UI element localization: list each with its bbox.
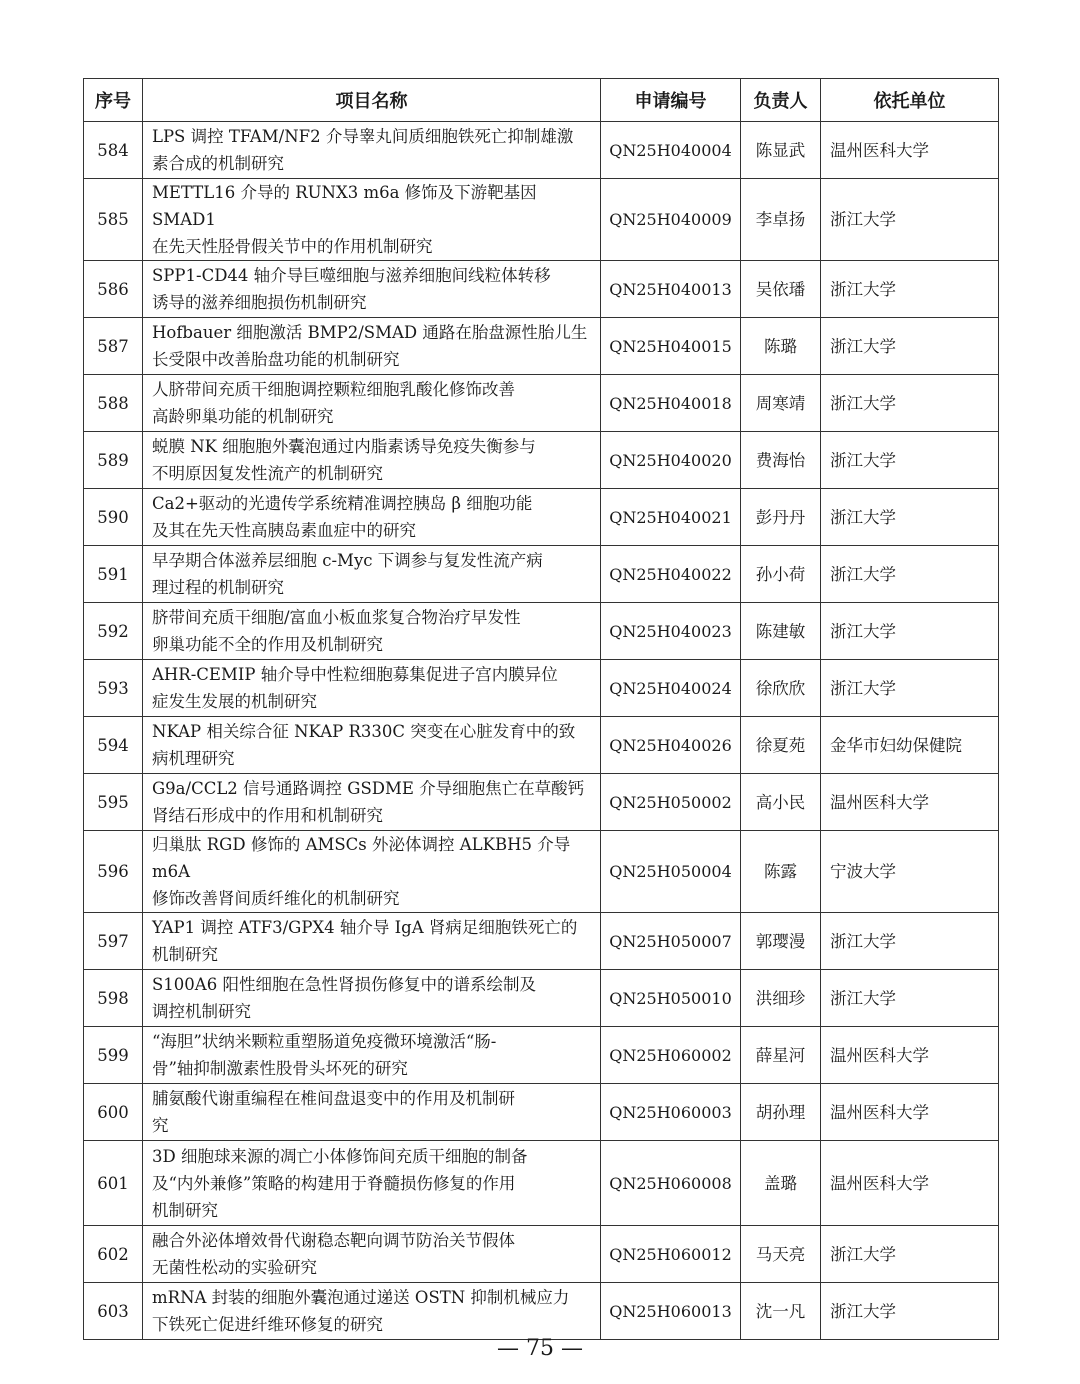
project-name-line: 及“内外兼修”策略的构建用于脊髓损伤修复的作用 xyxy=(152,1173,516,1193)
project-name-line: “海胆”状纳米颗粒重塑肠道免疫微环境激活“肠- xyxy=(152,1032,497,1051)
cell-project-name xyxy=(143,970,601,1027)
cell-seq: 587 xyxy=(84,318,143,375)
table-row xyxy=(84,1226,999,1283)
table-row xyxy=(84,1027,999,1084)
cell-unit: 浙江大学 xyxy=(821,432,999,489)
cell-application-code: QN25H050007 xyxy=(601,913,741,970)
cell-application-code: QN25H040009 xyxy=(601,179,741,261)
cell-lead: 马天亮 xyxy=(741,1226,821,1283)
cell-unit: 浙江大学 xyxy=(821,375,999,432)
cell-unit: 温州医科大学 xyxy=(821,774,999,831)
cell-application-code: QN25H060008 xyxy=(601,1141,741,1226)
cell-unit: 浙江大学 xyxy=(821,1283,999,1340)
header-row xyxy=(84,79,999,122)
cell-application-code: QN25H060013 xyxy=(601,1283,741,1340)
project-name-line: 素合成的机制研究 xyxy=(152,154,284,173)
project-name-line: mRNA 封装的细胞外囊泡通过递送 OSTN 抑制机械应力 xyxy=(152,1288,570,1307)
project-name-line: 人脐带间充质干细胞调控颗粒细胞乳酸化修饰改善 xyxy=(152,380,515,399)
project-name-line: 长受限中改善胎盘功能的机制研究 xyxy=(152,350,400,369)
cell-unit: 浙江大学 xyxy=(821,660,999,717)
cell-seq: 602 xyxy=(84,1226,143,1283)
project-name-line: G9a/CCL2 信号通路调控 GSDME 介导细胞焦亡在草酸钙 xyxy=(152,779,585,798)
cell-seq: 589 xyxy=(84,432,143,489)
cell-project-name xyxy=(143,261,601,318)
cell-unit: 金华市妇幼保健院 xyxy=(821,717,999,774)
cell-unit: 浙江大学 xyxy=(821,970,999,1027)
table-row xyxy=(84,318,999,375)
project-name-line: 病机理研究 xyxy=(152,749,235,768)
project-name-line: 早孕期合体滋养层细胞 c-Myc 下调参与复发性流产病 xyxy=(152,551,543,570)
cell-seq: 597 xyxy=(84,913,143,970)
table-row xyxy=(84,1141,999,1226)
cell-project-name xyxy=(143,318,601,375)
project-name-line: 脯氨酸代谢重编程在椎间盘退变中的作用及机制研 xyxy=(152,1089,515,1108)
table-row xyxy=(84,660,999,717)
cell-seq: 588 xyxy=(84,375,143,432)
cell-project-name xyxy=(143,1226,601,1283)
cell-project-name xyxy=(143,603,601,660)
table-row xyxy=(84,546,999,603)
table-row xyxy=(84,970,999,1027)
cell-unit: 温州医科大学 xyxy=(821,1084,999,1141)
cell-lead: 胡孙理 xyxy=(741,1084,821,1141)
cell-project-name xyxy=(143,1283,601,1340)
project-name-line: 机制研究 xyxy=(152,945,218,964)
table-header xyxy=(84,79,999,122)
project-name-line: 下铁死亡促进纤维环修复的研究 xyxy=(152,1315,383,1334)
cell-application-code: QN25H050004 xyxy=(601,831,741,913)
project-name-line: 症发生发展的机制研究 xyxy=(152,692,317,711)
cell-project-name xyxy=(143,774,601,831)
cell-project-name xyxy=(143,660,601,717)
project-name-line: LPS 调控 TFAM/NF2 介导睾丸间质细胞铁死亡抑制雄激 xyxy=(152,127,574,146)
cell-project-name xyxy=(143,1027,601,1084)
table-row xyxy=(84,375,999,432)
cell-project-name xyxy=(143,913,601,970)
cell-application-code: QN25H040024 xyxy=(601,660,741,717)
cell-seq: 593 xyxy=(84,660,143,717)
header-name: 项目名称 xyxy=(143,79,601,122)
project-name-line: S100A6 阳性细胞在急性肾损伤修复中的谱系绘制及 xyxy=(152,975,536,994)
table-row xyxy=(84,913,999,970)
project-name-line: Hofbauer 细胞激活 BMP2/SMAD 通路在胎盘源性胎儿生 xyxy=(152,323,588,342)
cell-seq: 600 xyxy=(84,1084,143,1141)
table-row xyxy=(84,261,999,318)
project-name-line: 归巢肽 RGD 修饰的 AMSCs 外泌体调控 ALKBH5 介导 m6A xyxy=(152,835,571,881)
project-name-line: NKAP 相关综合征 NKAP R330C 突变在心脏发育中的致 xyxy=(152,722,576,741)
table-row xyxy=(84,122,999,179)
table-row xyxy=(84,179,999,261)
cell-application-code: QN25H040018 xyxy=(601,375,741,432)
table-row xyxy=(84,1283,999,1340)
cell-seq: 585 xyxy=(84,179,143,261)
cell-project-name xyxy=(143,1084,601,1141)
cell-application-code: QN25H040023 xyxy=(601,603,741,660)
header-lead: 负责人 xyxy=(741,79,821,122)
project-name-line: 肾结石形成中的作用和机制研究 xyxy=(152,806,383,825)
project-name-line: 修饰改善肾间质纤维化的机制研究 xyxy=(152,889,400,908)
cell-application-code: QN25H040013 xyxy=(601,261,741,318)
cell-project-name xyxy=(143,717,601,774)
cell-seq: 601 xyxy=(84,1141,143,1226)
cell-application-code: QN25H040015 xyxy=(601,318,741,375)
table-row xyxy=(84,717,999,774)
project-name-line: 诱导的滋养细胞损伤机制研究 xyxy=(152,293,367,312)
cell-unit: 浙江大学 xyxy=(821,913,999,970)
cell-project-name xyxy=(143,546,601,603)
cell-lead: 彭丹丹 xyxy=(741,489,821,546)
project-name-line: 3D 细胞球来源的凋亡小体修饰间充质干细胞的制备 xyxy=(152,1146,528,1166)
cell-lead: 吴依璠 xyxy=(741,261,821,318)
cell-lead: 李卓扬 xyxy=(741,179,821,261)
cell-seq: 598 xyxy=(84,970,143,1027)
cell-lead: 盖璐 xyxy=(741,1141,821,1226)
cell-application-code: QN25H040026 xyxy=(601,717,741,774)
cell-project-name xyxy=(143,831,601,913)
cell-unit: 宁波大学 xyxy=(821,831,999,913)
project-name-line: 究 xyxy=(152,1116,169,1135)
cell-seq: 595 xyxy=(84,774,143,831)
cell-lead: 陈露 xyxy=(741,831,821,913)
cell-lead: 周寒靖 xyxy=(741,375,821,432)
cell-seq: 603 xyxy=(84,1283,143,1340)
project-name-line: 及其在先天性高胰岛素血症中的研究 xyxy=(152,521,416,540)
cell-lead: 郭璎漫 xyxy=(741,913,821,970)
cell-lead: 徐夏苑 xyxy=(741,717,821,774)
cell-application-code: QN25H060012 xyxy=(601,1226,741,1283)
cell-project-name xyxy=(143,489,601,546)
cell-lead: 孙小荷 xyxy=(741,546,821,603)
cell-lead: 陈显武 xyxy=(741,122,821,179)
page-number: — 75 — xyxy=(497,1336,583,1361)
table-row xyxy=(84,489,999,546)
table-row xyxy=(84,831,999,913)
project-name-line: Ca2+驱动的光遗传学系统精准调控胰岛 β 细胞功能 xyxy=(152,494,533,513)
cell-lead: 陈建敏 xyxy=(741,603,821,660)
project-name-line: 不明原因复发性流产的机制研究 xyxy=(152,464,383,483)
cell-seq: 591 xyxy=(84,546,143,603)
cell-unit: 浙江大学 xyxy=(821,318,999,375)
project-name-line: METTL16 介导的 RUNX3 m6a 修饰及下游靶基因 SMAD1 xyxy=(152,183,537,229)
header-unit: 依托单位 xyxy=(821,79,999,122)
cell-seq: 590 xyxy=(84,489,143,546)
project-name-line: AHR-CEMIP 轴介导中性粒细胞募集促进子宫内膜异位 xyxy=(152,665,558,684)
cell-unit: 温州医科大学 xyxy=(821,1141,999,1226)
project-list-table xyxy=(83,78,999,1340)
cell-application-code: QN25H060002 xyxy=(601,1027,741,1084)
cell-lead: 高小民 xyxy=(741,774,821,831)
table-row xyxy=(84,432,999,489)
cell-project-name xyxy=(143,1141,601,1226)
cell-seq: 592 xyxy=(84,603,143,660)
cell-unit: 温州医科大学 xyxy=(821,1027,999,1084)
cell-project-name xyxy=(143,432,601,489)
project-name-line: 无菌性松动的实验研究 xyxy=(152,1258,317,1277)
cell-lead: 徐欣欣 xyxy=(741,660,821,717)
cell-application-code: QN25H040004 xyxy=(601,122,741,179)
project-name-line: SPP1-CD44 轴介导巨噬细胞与滋养细胞间线粒体转移 xyxy=(152,266,551,285)
project-name-line: 理过程的机制研究 xyxy=(152,578,284,597)
cell-project-name xyxy=(143,122,601,179)
cell-seq: 594 xyxy=(84,717,143,774)
table-body xyxy=(84,122,999,1340)
cell-application-code: QN25H040022 xyxy=(601,546,741,603)
cell-unit: 浙江大学 xyxy=(821,1226,999,1283)
cell-application-code: QN25H060003 xyxy=(601,1084,741,1141)
cell-unit: 温州医科大学 xyxy=(821,122,999,179)
table-row xyxy=(84,603,999,660)
cell-project-name xyxy=(143,375,601,432)
project-name-line: 融合外泌体增效骨代谢稳态靶向调节防治关节假体 xyxy=(152,1231,515,1250)
cell-seq: 596 xyxy=(84,831,143,913)
table-row xyxy=(84,774,999,831)
cell-unit: 浙江大学 xyxy=(821,546,999,603)
cell-project-name xyxy=(143,179,601,261)
cell-application-code: QN25H050002 xyxy=(601,774,741,831)
header-code: 申请编号 xyxy=(601,79,741,122)
cell-unit: 浙江大学 xyxy=(821,261,999,318)
cell-application-code: QN25H040021 xyxy=(601,489,741,546)
cell-lead: 薛星河 xyxy=(741,1027,821,1084)
cell-lead: 沈一凡 xyxy=(741,1283,821,1340)
cell-application-code: QN25H040020 xyxy=(601,432,741,489)
project-name-line: 脐带间充质干细胞/富血小板血浆复合物治疗早发性 xyxy=(152,608,521,627)
project-name-line: 在先天性胫骨假关节中的作用机制研究 xyxy=(152,237,433,256)
project-name-line: 卵巢功能不全的作用及机制研究 xyxy=(152,635,383,654)
cell-application-code: QN25H050010 xyxy=(601,970,741,1027)
project-name-line: 调控机制研究 xyxy=(152,1002,251,1021)
project-name-line: 高龄卵巢功能的机制研究 xyxy=(152,407,334,426)
cell-lead: 陈璐 xyxy=(741,318,821,375)
project-name-line: 骨”轴抑制激素性股骨头坏死的研究 xyxy=(152,1059,408,1078)
cell-seq: 584 xyxy=(84,122,143,179)
cell-seq: 586 xyxy=(84,261,143,318)
cell-unit: 浙江大学 xyxy=(821,603,999,660)
project-name-line: 蜕膜 NK 细胞胞外囊泡通过内脂素诱导免疫失衡参与 xyxy=(152,437,536,456)
cell-seq: 599 xyxy=(84,1027,143,1084)
header-seq: 序号 xyxy=(84,79,143,122)
cell-lead: 洪细珍 xyxy=(741,970,821,1027)
project-name-line: YAP1 调控 ATF3/GPX4 轴介导 IgA 肾病足细胞铁死亡的 xyxy=(152,918,578,937)
table-row xyxy=(84,1084,999,1141)
cell-unit: 浙江大学 xyxy=(821,489,999,546)
cell-lead: 费海怡 xyxy=(741,432,821,489)
project-name-line: 机制研究 xyxy=(152,1200,218,1220)
cell-unit: 浙江大学 xyxy=(821,179,999,261)
